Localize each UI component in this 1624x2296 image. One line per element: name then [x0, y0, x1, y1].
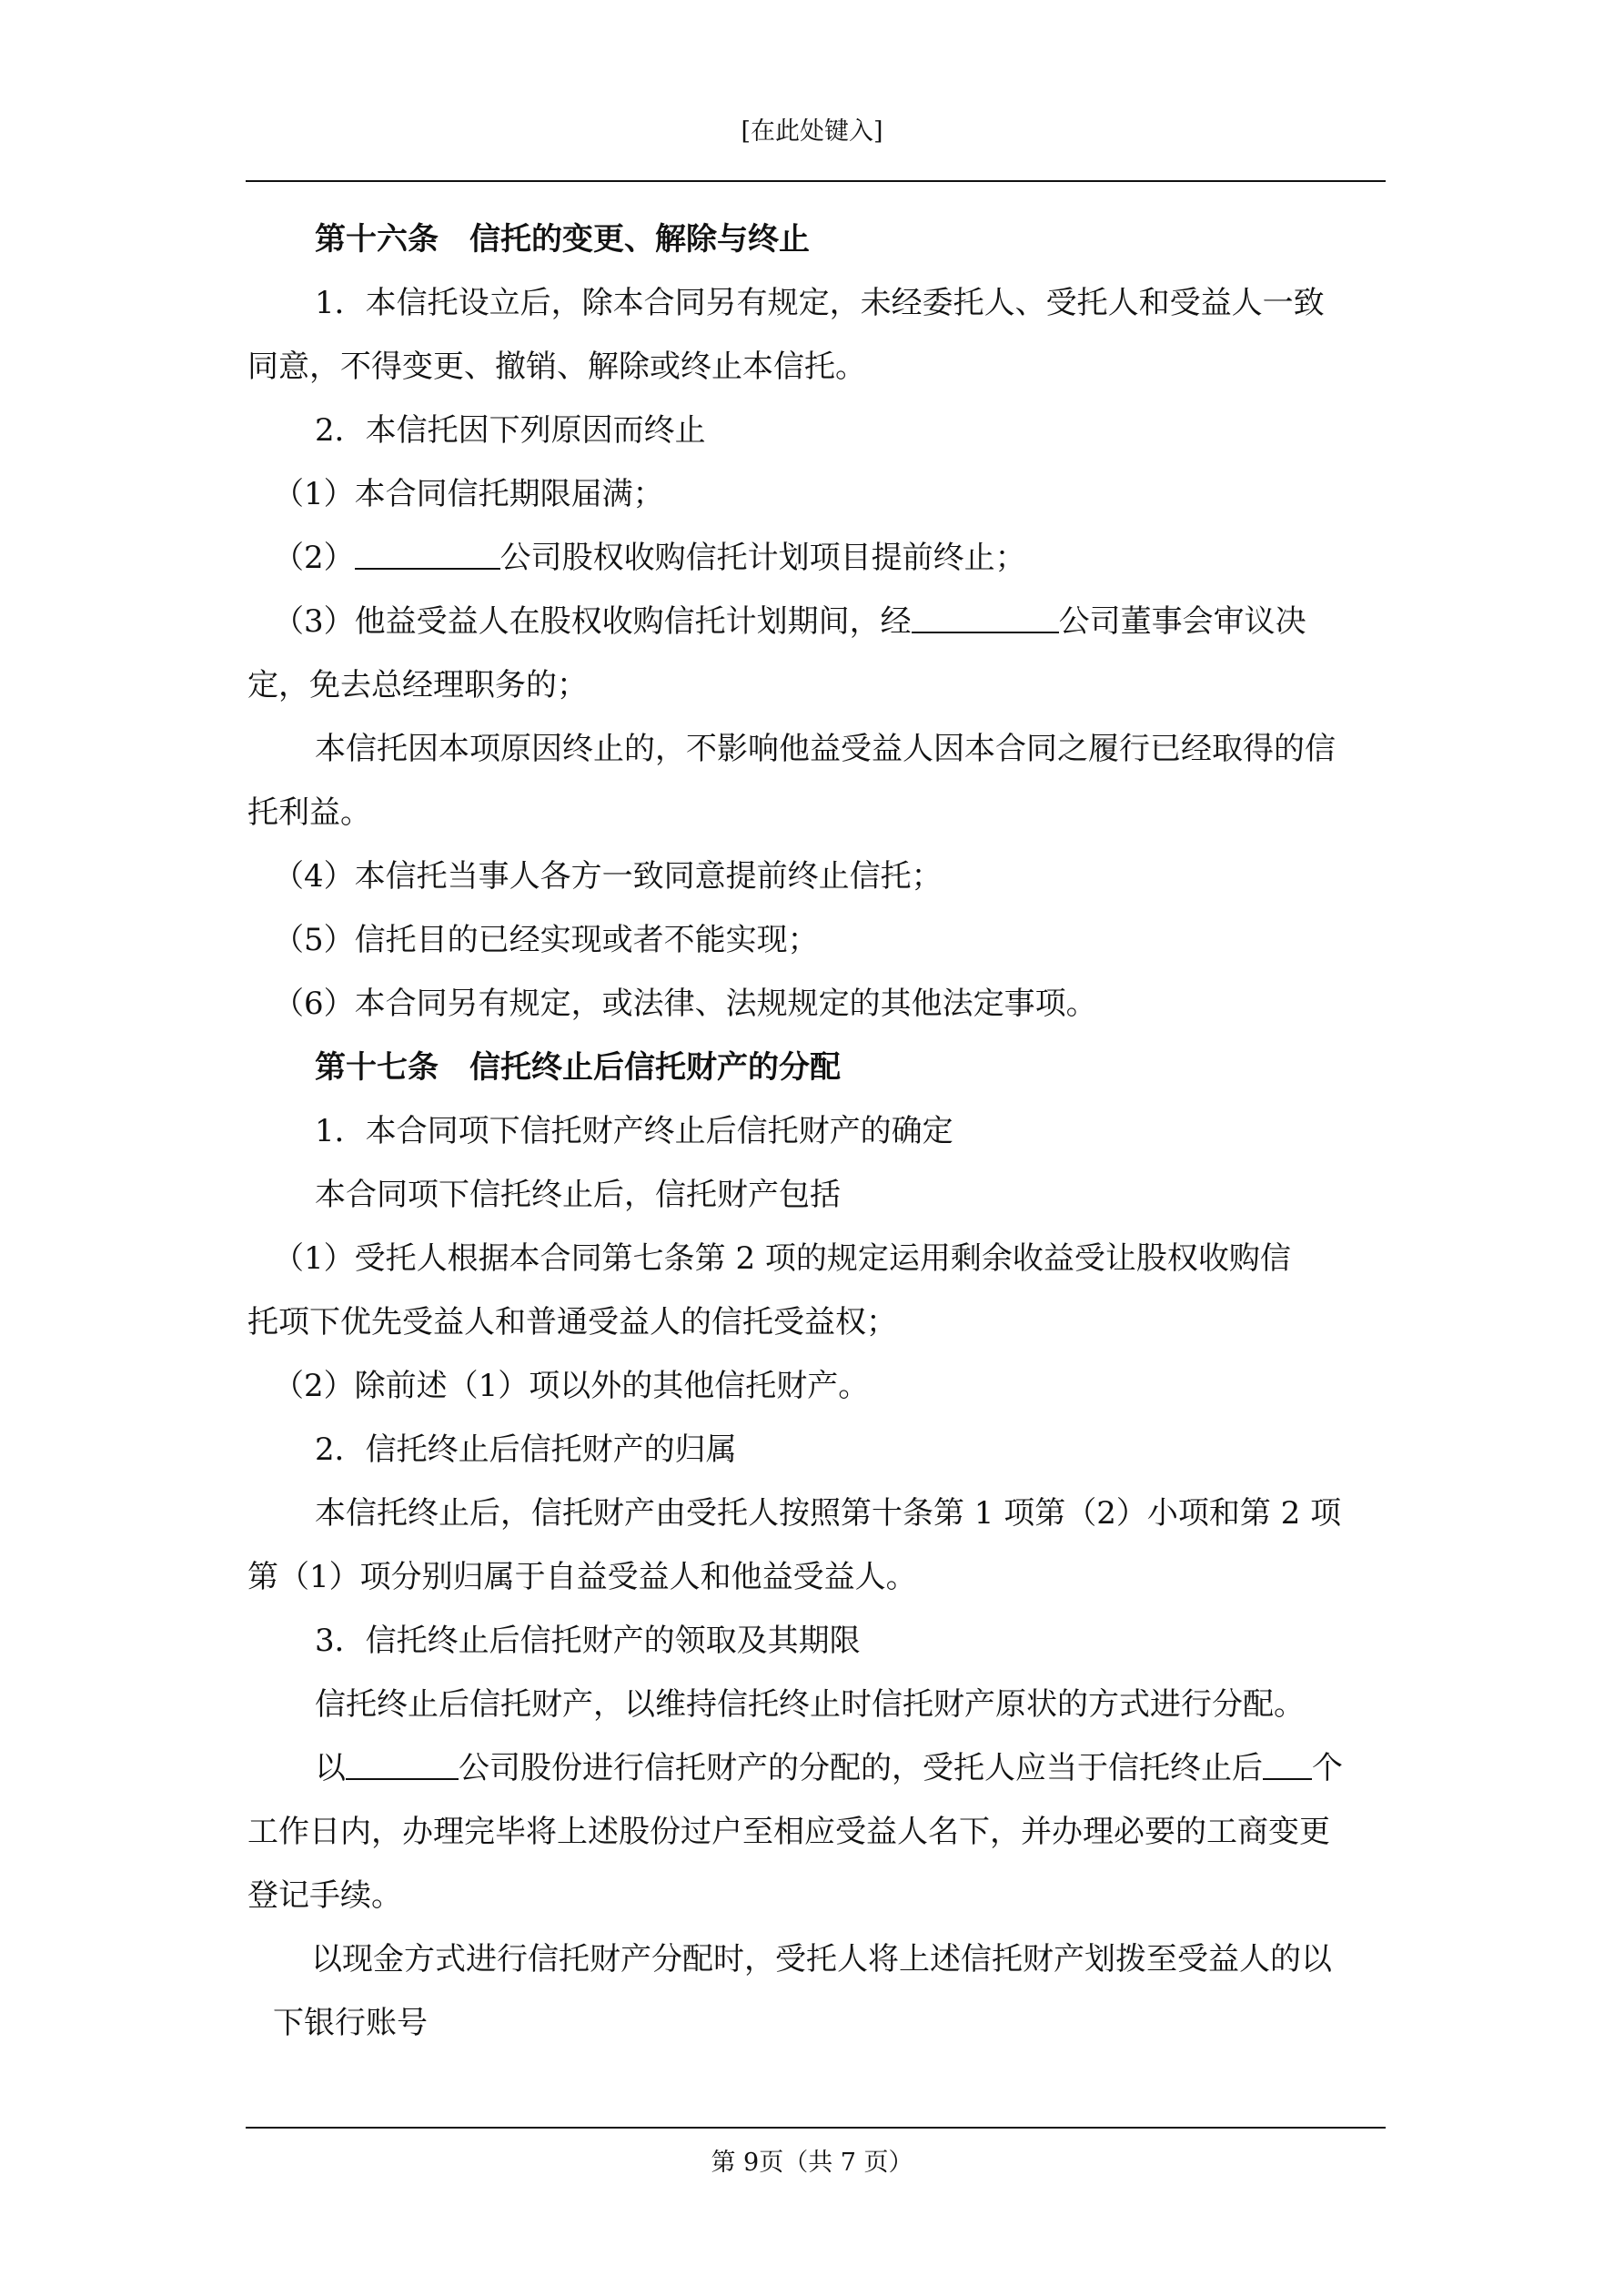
paragraph: 下银行账号: [273, 2005, 428, 2041]
item-text: 公司股权收购信托计划项目提前终止；: [499, 540, 1026, 576]
section-heading: 3．信托终止后信托财产的领取及其期限: [315, 1623, 861, 1659]
page-header: [在此处键入]: [741, 117, 883, 146]
paragraph: 本信托终止后，信托财产由受托人按照第十条第 1 项第（2）小项和第 2 项: [315, 1495, 1342, 1532]
page-footer: 第 9页（共 7 页）: [711, 2149, 913, 2177]
article-16-title: 第十六条 信托的变更、解除与终止: [315, 221, 810, 258]
list-item: [247, 590, 1385, 653]
header-rule: [246, 180, 1386, 182]
paragraph: 本合同项下信托终止后，信托财产包括: [315, 1177, 841, 1213]
paragraph: 信托终止后信托财产，以维持信托终止时信托财产原状的方式进行分配。: [315, 1686, 1305, 1723]
paragraph: [247, 1736, 1385, 1800]
paragraph: 登记手续。: [247, 1877, 402, 1914]
article-17-title: 第十七条 信托终止后信托财产的分配: [315, 1049, 841, 1086]
section-heading: 2．信托终止后信托财产的归属: [315, 1431, 737, 1468]
paragraph-text: 公司股份进行信托财产的分配的，受托人应当于信托终止后: [459, 1750, 1263, 1786]
paragraph: 定，免去总经理职务的；: [247, 667, 588, 703]
paragraph: 工作日内，办理完毕将上述股份过户至相应受益人名下，并办理必要的工商变更: [247, 1814, 1330, 1850]
paragraph-text: 以: [315, 1750, 346, 1786]
footer-rule: [246, 2127, 1386, 2129]
blank-field: [355, 541, 500, 570]
list-item: （6）本合同另有规定，或法律、法规规定的其他法定事项。: [273, 986, 1097, 1022]
paragraph: 托项下优先受益人和普通受益人的信托受益权；: [247, 1304, 897, 1340]
document-body: [247, 207, 1385, 2055]
paragraph: 2．本信托因下列原因而终止: [315, 412, 706, 449]
blank-field: [346, 1751, 459, 1780]
list-item: （2）除前述（1）项以外的其他信托财产。: [273, 1368, 870, 1404]
item-number: （2）: [273, 540, 355, 576]
list-item: （4）本信托当事人各方一致同意提前终止信托；: [273, 858, 943, 895]
list-item: （1）受托人根据本合同第七条第 2 项的规定运用剩余收益受让股权收购信: [273, 1240, 1291, 1277]
paragraph-text: 个: [1312, 1750, 1343, 1786]
paragraph: 本信托因本项原因终止的，不影响他益受益人因本合同之履行已经取得的信: [315, 731, 1336, 767]
list-item: （5）信托目的已经实现或者不能实现；: [273, 922, 819, 958]
paragraph: 同意，不得变更、撤销、解除或终止本信托。: [247, 349, 866, 385]
section-heading: 1．本合同项下信托财产终止后信托财产的确定: [315, 1113, 953, 1149]
paragraph: 以现金方式进行信托财产分配时，受托人将上述信托财产划拨至受益人的以: [311, 1941, 1332, 1977]
item-text: （3）他益受益人在股权收购信托计划期间，经: [273, 603, 912, 640]
item-text: 公司董事会审议决: [1058, 603, 1306, 640]
list-item: [247, 526, 1385, 590]
paragraph: 第（1）项分别归属于自益受益人和他益受益人。: [247, 1559, 917, 1595]
blank-field: [912, 604, 1059, 633]
list-item: （1）本合同信托期限届满；: [273, 476, 664, 512]
paragraph: 1．本信托设立后，除本合同另有规定，未经委托人、受托人和受益人一致: [315, 285, 1325, 321]
paragraph: 托利益。: [247, 794, 371, 831]
blank-field: [1263, 1751, 1312, 1780]
